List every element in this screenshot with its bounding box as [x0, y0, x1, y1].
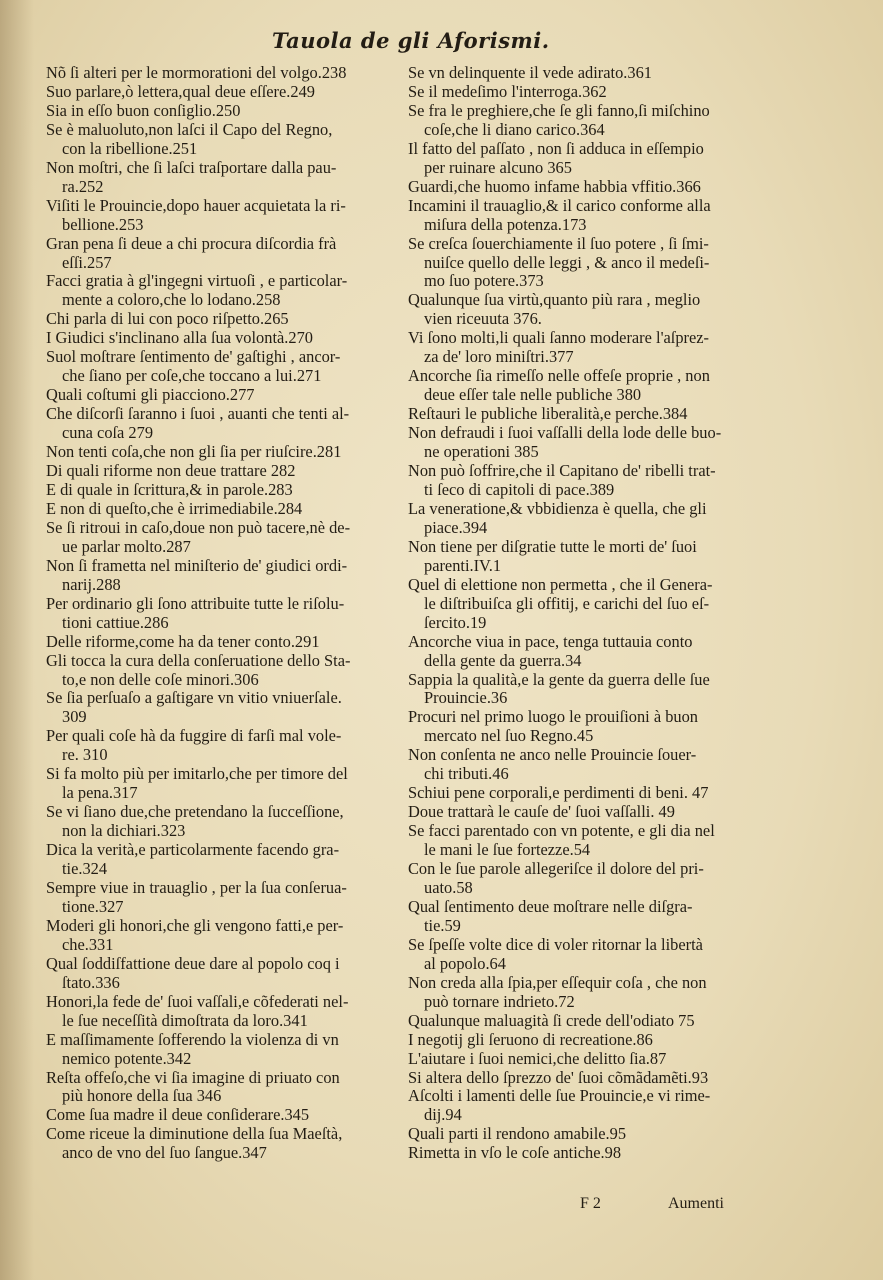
index-entry — [46, 405, 398, 443]
index-entry — [46, 1106, 398, 1125]
entry-continuation-line: ti ſeco di capitoli di pace.389 — [424, 480, 615, 499]
entry-line: I negotij gli ſeruono di recreatione.86 — [408, 1030, 653, 1049]
entry-continuation-line: coſe,che li diano carico.364 — [424, 120, 605, 139]
entry-continuation-line: piace.394 — [424, 518, 488, 537]
index-entry — [46, 879, 398, 917]
index-entry — [46, 519, 398, 557]
index-entry — [408, 860, 758, 898]
index-entry — [408, 633, 758, 671]
entry-line: Non può ſoffrire,che il Capitano de' ribelli trat- — [408, 462, 716, 481]
entry-line: Procuri nel primo luogo le prouiſioni à buon — [408, 708, 698, 727]
entry-continuation-line: za de' loro miniſtri.377 — [424, 348, 574, 367]
entry-line: Qualunque ſua virtù,quanto più rara , meglio — [408, 291, 701, 310]
index-entry — [408, 1087, 758, 1125]
entry-line: Se ſia perſuaſo a gaſtigare vn vitio vniuerſale. — [46, 689, 342, 708]
entry-line: Se vi ſiano due,che pretendano la ſucceſſione, — [46, 803, 344, 822]
entry-line: Viſiti le Prouincie,dopo hauer acquietata la ri- — [46, 196, 346, 215]
index-entry — [408, 576, 758, 633]
catchword: Aumenti — [668, 1195, 724, 1212]
entry-continuation-line: ſtato.336 — [62, 973, 120, 992]
index-entry — [46, 1125, 398, 1163]
entry-line: Non creda alla ſpia,per eſſequir coſa , che non — [408, 973, 707, 992]
index-entry — [46, 1031, 398, 1069]
index-entry — [46, 1069, 398, 1107]
index-entry — [408, 746, 758, 784]
entry-line: Aſcolti i lamenti delle ſue Prouincie,e vi rime- — [408, 1087, 711, 1106]
entry-line: Schiui pene corporali,e perdimenti di beni. 47 — [408, 784, 709, 803]
index-entry — [408, 140, 758, 178]
entry-line: Suo parlare,ò lettera,qual deue eſſere.249 — [46, 82, 315, 101]
entry-continuation-line: nuiſce quello delle leggi , & anco il medeſi- — [424, 253, 710, 272]
entry-line: Vi ſono molti,li quali ſanno moderare l'aſprez- — [408, 329, 710, 348]
index-entry — [408, 803, 758, 822]
index-entry — [46, 102, 398, 121]
index-entry — [408, 83, 758, 102]
entry-line: Gli tocca la cura della conſeruatione dello Sta- — [46, 651, 351, 670]
page-footer — [0, 1195, 883, 1219]
index-entry — [46, 955, 398, 993]
index-entry — [46, 803, 398, 841]
index-column-right — [408, 64, 758, 1163]
entry-continuation-line: re. 310 — [62, 746, 108, 765]
index-column-left — [46, 64, 398, 1163]
index-entry — [408, 500, 758, 538]
entry-continuation-line: ue parlar molto.287 — [62, 537, 191, 556]
entry-line: Se è maluoluto,non laſci il Capo del Regno, — [46, 120, 333, 139]
entry-line: Quali coſtumi gli piacciono.277 — [46, 386, 255, 405]
entry-line: Reſtauri le publiche liberalità,e perche.384 — [408, 405, 688, 424]
entry-line: Sempre viue in trauaglio , per la ſua conſerua- — [46, 878, 347, 897]
entry-line: Si altera dello ſprezzo de' ſuoi cõmãdamẽti.93 — [408, 1068, 709, 1087]
signature-mark: F 2 — [580, 1195, 601, 1212]
entry-continuation-line: parenti.IV.1 — [424, 556, 502, 575]
entry-line: Se creſca ſouerchiamente il ſuo potere , ſi ſmi- — [408, 234, 709, 253]
index-entry — [46, 841, 398, 879]
index-entry — [46, 64, 398, 83]
entry-line: Con le ſue parole allegeriſce il dolore del pri- — [408, 860, 704, 879]
index-entry — [408, 936, 758, 974]
index-entry — [408, 1125, 758, 1144]
index-entry — [46, 727, 398, 765]
entry-line: Come riceue la diminutione della ſua Maeſtà, — [46, 1125, 343, 1144]
index-entry — [46, 652, 398, 690]
entry-line: Dica la verità,e particolarmente facendo gra- — [46, 841, 340, 860]
index-entry — [46, 462, 398, 481]
entry-continuation-line: mente a coloro,che lo lodano.258 — [62, 291, 281, 310]
entry-line: E non di queſto,che è irrimediabile.284 — [46, 499, 303, 518]
index-entry — [46, 197, 398, 235]
index-entry — [46, 689, 398, 727]
entry-line: Doue trattarà le cauſe de' ſuoi vaſſalli. 49 — [408, 803, 675, 822]
index-entry — [46, 235, 398, 273]
entry-continuation-line: tioni cattiue.286 — [62, 613, 169, 632]
entry-continuation-line: tione.327 — [62, 897, 124, 916]
entry-continuation-line: nemico potente.342 — [62, 1049, 192, 1068]
index-entry — [408, 102, 758, 140]
entry-line: Ancorche viua in pace, tenga tuttauia conto — [408, 632, 693, 651]
index-entry — [408, 291, 758, 329]
index-entry — [46, 272, 398, 310]
entry-line: Come ſua madre il deue conſiderare.345 — [46, 1106, 310, 1125]
index-entry — [408, 1012, 758, 1031]
entry-line: Non ſi frametta nel miniſterio de' giudici ordi- — [46, 556, 348, 575]
entry-continuation-line: bellione.253 — [62, 215, 144, 234]
entry-line: Guardi,che huomo infame habbia vffitio.366 — [408, 177, 701, 196]
entry-line: Per quali coſe hà da fuggire di farſi mal vole- — [46, 727, 342, 746]
entry-line: Se il medeſimo l'interroga.362 — [408, 82, 607, 101]
entry-line: Per ordinario gli ſono attribuite tutte le riſolu- — [46, 594, 345, 613]
entry-continuation-line: narij.288 — [62, 575, 121, 594]
entry-line: La veneratione,& vbbidienza è quella, che gli — [408, 499, 707, 518]
index-entry — [408, 462, 758, 500]
entry-line: Qual ſoddiſfattione deue dare al popolo coq i — [46, 954, 340, 973]
index-entry — [408, 974, 758, 1012]
entry-continuation-line: eſſi.257 — [62, 253, 112, 272]
entry-line: Quel di elettione non permetta , che il Genera- — [408, 575, 713, 594]
entry-line: Qual ſentimento deue moſtrare nelle diſgra- — [408, 897, 693, 916]
index-entry — [408, 367, 758, 405]
entry-line: Gran pena ſi deue a chi procura diſcordia frà — [46, 234, 337, 253]
entry-continuation-line: può tornare indrieto.72 — [424, 992, 575, 1011]
entry-continuation-line: tie.59 — [424, 916, 461, 935]
entry-line: Se ſi ritroui in caſo,doue non può tacere,nè de- — [46, 518, 351, 537]
index-entry — [408, 329, 758, 367]
entry-continuation-line: dij.94 — [424, 1106, 462, 1125]
entry-continuation-line: chi tributi.46 — [424, 765, 509, 784]
entry-continuation-line: le mani le ſue fortezze.54 — [424, 841, 591, 860]
index-entry — [408, 898, 758, 936]
entry-continuation-line: più honore della ſua 346 — [62, 1087, 222, 1106]
entry-continuation-line: Prouincie.36 — [424, 689, 508, 708]
entry-continuation-line: cuna coſa 279 — [62, 424, 154, 443]
entry-line: Si fa molto più per imitarlo,che per timore del — [46, 765, 348, 784]
entry-line: E di quale in ſcrittura,& in parole.283 — [46, 480, 293, 499]
index-entry — [46, 83, 398, 102]
index-entry — [46, 443, 398, 462]
entry-line: Moderi gli honori,che gli vengono fatti,e per- — [46, 916, 344, 935]
entry-continuation-line: mo ſuo potere.373 — [424, 272, 544, 291]
entry-line: Non tiene per diſgratie tutte le morti de' ſuoi — [408, 537, 697, 556]
index-entry — [46, 310, 398, 329]
index-entry — [46, 917, 398, 955]
gutter-shadow — [0, 0, 34, 1280]
index-entry — [408, 178, 758, 197]
entry-line: Facci gratia à gl'ingegni virtuoſi , e particolar- — [46, 272, 348, 291]
index-entry — [46, 348, 398, 386]
index-entry — [46, 993, 398, 1031]
index-entry — [408, 424, 758, 462]
entry-line: Non conſenta ne anco nelle Prouincie ſouer- — [408, 746, 697, 765]
entry-line: Sappia la qualità,e la gente da guerra delle ſue — [408, 670, 710, 689]
entry-line: E maſſimamente ſofferendo la violenza di vn — [46, 1030, 339, 1049]
entry-continuation-line: ſercito.19 — [424, 613, 487, 632]
index-entry — [408, 708, 758, 746]
entry-continuation-line: ra.252 — [62, 177, 104, 196]
entry-line: L'aiutare i ſuoi nemici,che delitto ſia.87 — [408, 1049, 667, 1068]
entry-line: Che diſcorſi ſaranno i ſuoi , auanti che tenti al- — [46, 405, 350, 424]
entry-line: Honori,la fede de' ſuoi vaſſali,e cõfederati nel- — [46, 992, 349, 1011]
index-entry — [408, 1031, 758, 1050]
entry-line: Se ſpeſſe volte dice di voler ritornar la libertà — [408, 935, 703, 954]
entry-continuation-line: le ſue neceſſità dimoſtrata da loro.341 — [62, 1011, 308, 1030]
entry-continuation-line: deue eſſer tale nelle publiche 380 — [424, 386, 642, 405]
index-entry — [408, 1144, 758, 1163]
entry-continuation-line: non la dichiari.323 — [62, 822, 186, 841]
entry-continuation-line: per ruinare alcuno 365 — [424, 158, 572, 177]
entry-line: Incamini il trauaglio,& il carico conforme alla — [408, 196, 711, 215]
entry-continuation-line: uato.58 — [424, 878, 473, 897]
entry-line: Ancorche ſia rimeſſo nelle offeſe proprie , non — [408, 367, 710, 386]
entry-continuation-line: anco de vno del ſuo ſangue.347 — [62, 1144, 267, 1163]
entry-continuation-line: 309 — [62, 708, 87, 727]
entry-line: Rimetta in vſo le coſe antiche.98 — [408, 1144, 622, 1163]
entry-line: Sia in eſſo buon conſiglio.250 — [46, 101, 241, 120]
index-entry — [408, 64, 758, 83]
index-entry — [46, 633, 398, 652]
index-entry — [408, 784, 758, 803]
entry-continuation-line: miſura della potenza.173 — [424, 215, 587, 234]
entry-continuation-line: la pena.317 — [62, 784, 138, 803]
entry-line: Se fra le preghiere,che ſe gli fanno,ſi miſchino — [408, 101, 710, 120]
entry-line: I Giudici s'inclinano alla ſua volontà.270 — [46, 329, 313, 348]
entry-line: Chi parla di lui con poco riſpetto.265 — [46, 310, 289, 329]
index-entry — [46, 557, 398, 595]
entry-continuation-line: che ſiano per coſe,che toccano a lui.271 — [62, 367, 322, 386]
entry-continuation-line: to,e non delle coſe minori.306 — [62, 670, 259, 689]
entry-line: Nõ ſi alteri per le mormorationi del volgo.238 — [46, 64, 347, 82]
index-entry — [46, 159, 398, 197]
index-entry — [408, 538, 758, 576]
entry-line: Delle riforme,come ha da tener conto.291 — [46, 632, 320, 651]
index-entry — [408, 235, 758, 292]
index-entry — [46, 121, 398, 159]
index-entry — [46, 500, 398, 519]
index-entry — [46, 386, 398, 405]
entry-line: Quali parti il rendono amabile.95 — [408, 1125, 627, 1144]
entry-continuation-line: con la ribellione.251 — [62, 139, 198, 158]
entry-continuation-line: mercato nel ſuo Regno.45 — [424, 727, 594, 746]
index-entry — [408, 197, 758, 235]
entry-line: Non tenti coſa,che non gli ſia per riuſcire.281 — [46, 443, 342, 462]
entry-line: Non defraudi i ſuoi vaſſalli della lode delle buo- — [408, 424, 722, 443]
index-entry — [46, 765, 398, 803]
entry-line: Suol moſtrare ſentimento de' gaſtighi , ancor- — [46, 348, 341, 367]
entry-continuation-line: le diſtribuiſca gli offitij, e carichi del ſuo eſ- — [424, 594, 710, 613]
index-entry — [408, 1050, 758, 1069]
entry-line: Non moſtri, che ſi laſci traſportare dalla pau- — [46, 158, 337, 177]
index-entry — [46, 595, 398, 633]
index-entry — [408, 671, 758, 709]
entry-line: Reſta offeſo,che vi ſia imagine di priuato con — [46, 1068, 340, 1087]
index-entry — [46, 481, 398, 500]
entry-line: Se vn delinquente il vede adirato.361 — [408, 64, 652, 82]
entry-continuation-line: ne operationi 385 — [424, 443, 539, 462]
entry-line: Qualunque maluagità ſi crede dell'odiato 75 — [408, 1011, 695, 1030]
entry-continuation-line: al popolo.64 — [424, 954, 506, 973]
entry-continuation-line: della gente da guerra.34 — [424, 651, 582, 670]
entry-continuation-line: tie.324 — [62, 860, 108, 879]
index-entry — [46, 329, 398, 348]
entry-line: Il fatto del paſſato , non ſi adduca in eſſempio — [408, 139, 704, 158]
entry-line: Di quali riforme non deue trattare 282 — [46, 462, 296, 481]
entry-line: Se facci parentado con vn potente, e gli dia nel — [408, 822, 715, 841]
index-entry — [408, 405, 758, 424]
running-head: Tauola de gli Aforismi. — [272, 28, 550, 53]
index-entry — [408, 822, 758, 860]
index-entry — [408, 1069, 758, 1088]
entry-continuation-line: vien riceuuta 376. — [424, 310, 542, 329]
entry-continuation-line: che.331 — [62, 935, 114, 954]
